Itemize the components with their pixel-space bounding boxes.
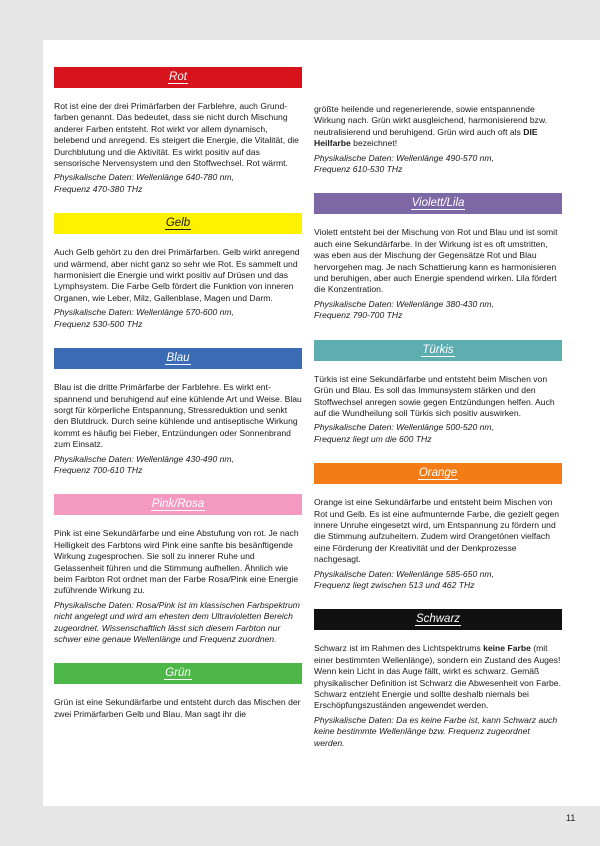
color-band-gelb: [54, 213, 302, 234]
physical-data: Physikalische Daten: Wellenlänge 500-520 nm, Frequenz liegt um die 600 THz: [314, 422, 494, 444]
physical-data: Physikalische Daten: Wellenlänge 640-780 nm, Frequenz 470-380 THz: [54, 172, 234, 194]
section-title: Blau: [166, 352, 190, 365]
section-text: Violett entsteht bei der Mischung von Rot und Blau und ist somit auch eine Sekundärfarbe. In der Wirkung ist es oft umstritten, was eben aus der Mischung der Gegensätze Rot und Blau hervorgehen mag. Je nach Schattierung kann es harmonisieren und beruhigen, aber auch Energie spendend wirken. Lila fördert die Konzentration.: [314, 227, 558, 295]
physical-data: Physikalische Daten: Wellenlänge 430-490 nm, Frequenz 700-610 THz: [54, 453, 234, 475]
section-text: Rot ist eine der drei Primärfarben der Farblehre, auch Grundfarben genannt. Das bedeutet, dass sie nicht durch Mischung anderer Farben entsteht. Rot wirkt vor allem dynamisch, belebend und anregend. Es steigert die Energie, die Vitalität, die Durchblutung und die Aktivität. Es wirkt positiv auf das sensorische Nervensystem und den Stoffwechsel. Rot wärmt.: [54, 101, 299, 169]
color-band-rot: [54, 67, 302, 88]
section-rot: [54, 67, 302, 195]
section-tuerkis: [314, 340, 562, 445]
section-violett-lila: [314, 193, 562, 321]
section-pink-rosa: [54, 494, 302, 645]
section-title: Schwarz: [415, 613, 461, 626]
section-text: Grün ist eine Sekundärfarbe und entsteht durch das Mischen der zwei Primärfarben Gelb und Blau. Man sagt ihr die: [54, 697, 301, 719]
physical-data: Physikalische Daten: Da es keine Farbe ist, kann Schwarz auch keine bestimmte Wellenlänge bzw. Frequenz zugeordnet werden.: [314, 714, 558, 748]
right-column: [314, 104, 562, 749]
section-title: Gelb: [165, 217, 191, 230]
section-text: Türkis ist eine Sekundärfarbe und entsteht beim Mischen von Grün und Blau. Es soll das Immunsystem stärken und den Stoffwechsel anregen sowie gegen Entzündungen helfen. Auch auf die Wundheilung soll Türkis sich positiv auswirken.: [314, 373, 555, 418]
color-band-tuerkis: [314, 340, 562, 361]
section-schwarz: [314, 609, 562, 749]
color-band-pink: [54, 494, 302, 515]
emphasis: DIE Heilfarbe: [314, 126, 538, 149]
section-text: Schwarz ist im Rahmen des Lichtspektrums keine Farbe (mit einer bestimmten Wellenlänge), sondern ein Zustand des Auges! Wenn kein Licht in das Auge fällt, wirkt es schwarz. Gemäß physikalischer Definition ist Schwarz die Abwesenheit von Farbe. Schwarz entzieht Energie und sollte deshalb niemals bei Erschöpfungszuständen angewendet werden.: [314, 643, 561, 711]
section-text: Pink ist eine Sekundärfarbe und eine Abstufung von rot. Je nach Helligkeit des Farbtons wird Pink eine sanfte bis besänftigende Wirkung zugesprochen. Sie soll zu innerer Ruhe und Gelassenheit führen und die Stimmung aufhellen. Ähnlich wie beim Farbton Rot ordnet man der Farbe Rosa/Pink eine Energie zuführende Wirkung zu.: [54, 528, 299, 596]
section-title: Grün: [165, 667, 191, 680]
section-gelb: [54, 213, 302, 330]
section-gruen: [54, 663, 302, 720]
color-band-blau: [54, 348, 302, 369]
color-band-schwarz: [314, 609, 562, 630]
section-title: Türkis: [422, 343, 454, 356]
section-title: Violett/Lila: [411, 197, 465, 210]
section-gruen-continued: [314, 104, 562, 175]
section-title: Rot: [169, 71, 187, 83]
emphasis: keine Farbe: [483, 643, 531, 654]
color-band-gruen: [54, 663, 302, 684]
section-text: Orange ist eine Sekundärfarbe und entsteht beim Mischen von Rot und Gelb. Es ist eine aufmunternde Farbe, die gezielt gegen innere Unruhe eingesetzt wird, um Entspannung zu fördern und die Stimmung aufzuheitern. Zudem wird Orangetönen vielfach eine Förderung der Kreativität und der Denkprozesse nachgesagt.: [314, 497, 560, 565]
page-number: 11: [566, 813, 576, 823]
section-blau: [54, 348, 302, 476]
physical-data: Physikalische Daten: Wellenlänge 490-570 nm, Frequenz 610-530 THz: [314, 152, 494, 175]
section-text: Auch Gelb gehört zu den drei Primärfarben. Gelb wirkt anregend und wärmend, aber nicht ganz so sehr wie Rot. Es sammelt und harmonisiert die Energie und wirkt positiv auf Drüsen und das Lymphsystem. Die Farbe Gelb fördert die Funktion von inneren Organen, wie Leber, Milz, Gallenblase, Magen und Darm.: [54, 247, 300, 303]
section-title: Pink/Rosa: [151, 498, 205, 511]
physical-data: Physikalische Daten: Wellenlänge 380-430 nm, Frequenz 790-700 THz: [314, 298, 494, 321]
section-orange: [314, 463, 562, 591]
section-title: Orange: [418, 467, 458, 480]
section-text: Blau ist die dritte Primärfarbe der Farblehre. Es wirkt entspannend und beruhigend auf eine kühlende Art und Weise. Blau sorgt für körperliche Entspannung, Stressreduktion und senkt den Blutdruck. Durch seine kühlende und antiseptische Wirkung kommt es häufig bei Fieber, Entzündungen oder Sonnenbrand zum Einsatz.: [54, 382, 302, 450]
left-column: [54, 67, 302, 720]
color-band-orange: [314, 463, 562, 484]
section-text: größte heilende und regenerierende, sowie entspannende Wirkung nach. Grün wirkt ausgleichend, harmonisierend bzw. neutralisierend und beruhigend. Grün wird auch oft als DIE Heilfarbe bezeichnet!: [314, 104, 548, 149]
physical-data: Physikalische Daten: Wellenlänge 570-600 nm, Frequenz 530-500 THz: [54, 307, 234, 329]
color-band-violett: [314, 193, 562, 214]
physical-data: Physikalische Daten: Rosa/Pink ist im klassischen Farbspektrum nicht angelegt und wird am ehesten dem Ultravioletten Bereich zugeordnet. Wissenschaftlich lässt sich diesem Farbton nur schwer eine genaue Wellenlänge und Frequenz zuordnen.: [54, 599, 300, 644]
physical-data: Physikalische Daten: Wellenlänge 585-650 nm, Frequenz liegt zwischen 513 und 462 THz: [314, 568, 494, 590]
